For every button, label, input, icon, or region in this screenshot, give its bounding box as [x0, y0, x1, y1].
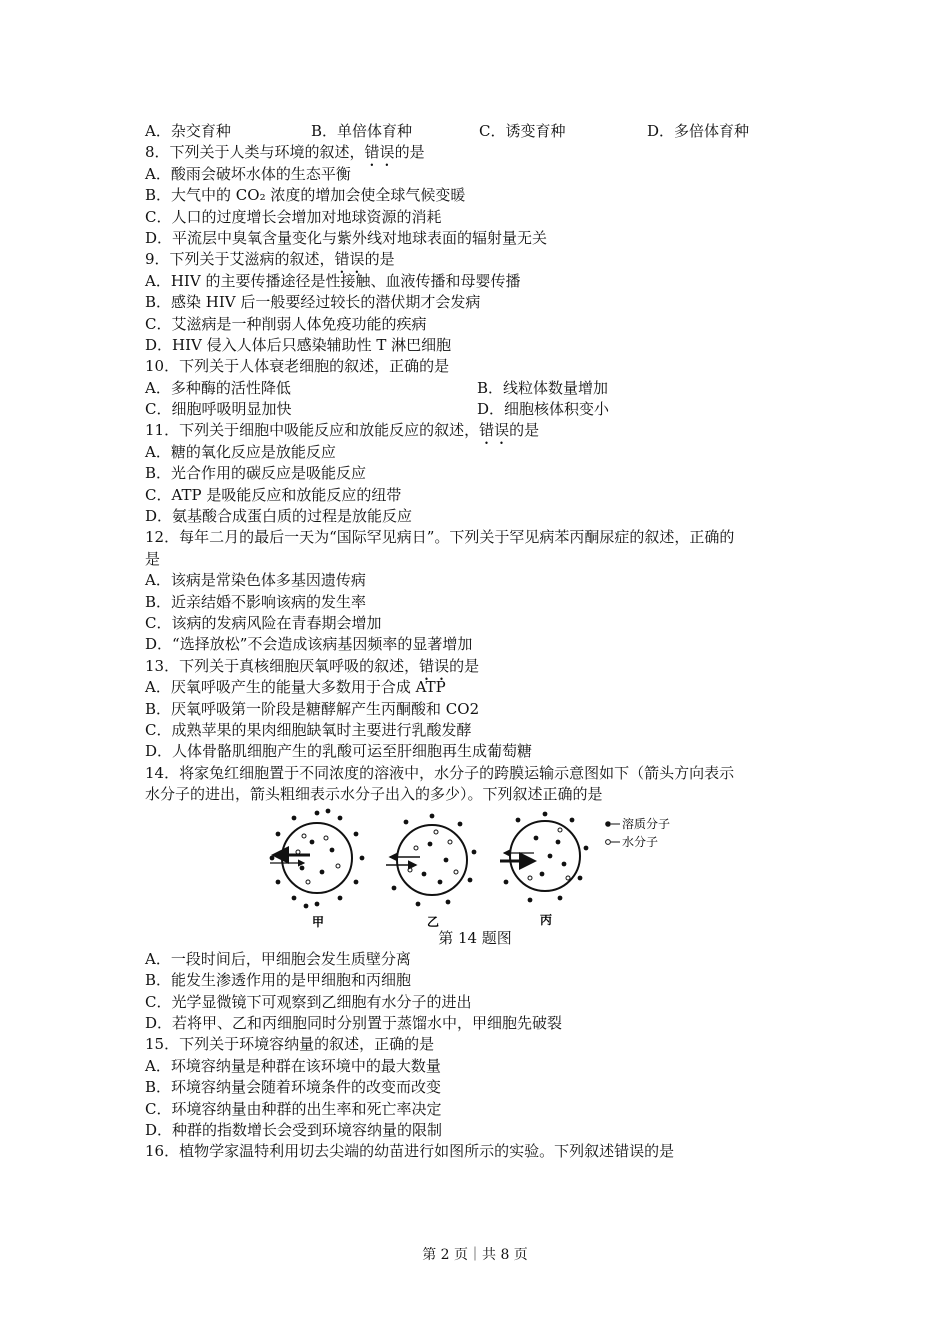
q9-emphasis: 错误	[334, 250, 365, 269]
q7-options	[145, 121, 805, 142]
q11-option-a: A．糖的氧化反应是放能反应	[145, 442, 336, 461]
q7-option-c: C．诱变育种	[479, 122, 566, 140]
q15-option-c: C．环境容纳量由种群的出生率和死亡率决定	[145, 1099, 442, 1118]
q7-option-a: A．杂交育种	[145, 122, 231, 140]
q8-option-a: A．酸雨会破坏水体的生态平衡	[145, 164, 351, 183]
q13-option-b: B．厌氧呼吸第一阶段是糖酵解产生丙酮酸和 CO2	[145, 699, 480, 718]
q14-option-b: B．能发生渗透作用的是甲细胞和丙细胞	[145, 971, 412, 990]
q13-stem: 13．下列关于真核细胞厌氧呼吸的叙述，错误的是	[145, 656, 480, 675]
q16-stem: 16．植物学家温特利用切去尖端的幼苗进行如图所示的实验。下列叙述错误的是	[145, 1142, 675, 1161]
q10-option-b: B．线粒体数量增加	[477, 378, 609, 397]
q9-option-a: A．HIV 的主要传播途径是性接触、血液传播和母婴传播	[145, 271, 521, 290]
cell-bing	[500, 811, 588, 902]
cell-yi	[386, 813, 476, 906]
q10-option-d: D．细胞核体积变小	[477, 400, 610, 419]
q10-options-row1	[145, 378, 805, 399]
q7-option-b: B．单倍体育种	[311, 122, 413, 140]
q14-figure-caption: 第 14 题图	[438, 928, 512, 947]
q12-option-a: A．该病是常染色体多基因遗传病	[145, 571, 366, 590]
q11-option-d: D．氨基酸合成蛋白质的过程是放能反应	[145, 507, 413, 526]
q15-option-b: B．环境容纳量会随着环境条件的改变而改变	[145, 1078, 442, 1097]
q12-stem-line2: 是	[145, 549, 161, 568]
q11-option-c: C．ATP 是吸能反应和放能反应的纽带	[145, 485, 402, 504]
q13-option-c: C．成熟苹果的果肉细胞缺氧时主要进行乳酸发酵	[145, 720, 472, 739]
label-jia: 甲	[312, 914, 325, 928]
q10-options-row2	[145, 399, 805, 420]
q13-option-d: D．人体骨骼肌细胞产生的乳酸可运至肝细胞再生成葡萄糖	[145, 742, 533, 761]
q13-option-a: A．厌氧呼吸产生的能量大多数用于合成 ATP	[145, 678, 446, 697]
q8-stem: 8．下列关于人类与环境的叙述，错误的是	[145, 143, 425, 162]
q15-stem: 15．下列关于环境容纳量的叙述，正确的是	[145, 1035, 435, 1054]
cell-osmosis-diagram	[260, 808, 700, 928]
legend-water: 水分子	[622, 834, 659, 849]
q12-option-c: C．该病的发病风险在青春期会增加	[145, 613, 382, 632]
q9-stem: 9．下列关于艾滋病的叙述，错误的是	[145, 250, 395, 269]
q8-option-b: B．大气中的 CO₂ 浓度的增加会使全球气候变暖	[145, 186, 466, 205]
diagram-legend	[605, 816, 670, 849]
q11-stem: 11．下列关于细胞中吸能反应和放能反应的叙述，错误的是	[145, 421, 540, 440]
q14-option-c: C．光学显微镜下可观察到乙细胞有水分子的进出	[145, 992, 472, 1011]
q11-option-b: B．光合作用的碳反应是吸能反应	[145, 464, 367, 483]
label-bing: 丙	[540, 912, 553, 927]
page-footer: 第 2 页｜共 8 页	[422, 1247, 528, 1263]
q9-option-b: B．感染 HIV 后一般要经过较长的潜伏期才会发病	[145, 293, 481, 312]
q12-stem-line1: 12．每年二月的最后一天为“国际罕见病日”。下列关于罕见病苯丙酮尿症的叙述，正确的	[145, 528, 735, 547]
q13-emphasis: 错误	[419, 656, 450, 675]
q9-option-d: D．HIV 侵入人体后只感染辅助性 T 淋巴细胞	[145, 335, 452, 354]
q12-option-d: D．“选择放松”不会造成该病基因频率的显著增加	[145, 635, 473, 654]
q14-stem-line2: 水分子的进出，箭头粗细表示水分子出入的多少）。下列叙述正确的是	[145, 785, 603, 804]
q7-option-d: D．多倍体育种	[647, 122, 750, 140]
q8-option-c: C．人口的过度增长会增加对地球资源的消耗	[145, 207, 442, 226]
q9-option-c: C．艾滋病是一种削弱人体免疫功能的疾病	[145, 314, 427, 333]
q14-figure	[145, 808, 805, 928]
q11-emphasis: 错误	[479, 421, 510, 440]
label-yi: 乙	[427, 914, 440, 928]
question-content	[145, 121, 805, 1163]
q10-stem: 10．下列关于人体衰老细胞的叙述，正确的是	[145, 357, 450, 376]
q15-option-d: D．种群的指数增长会受到环境容纳量的限制	[145, 1121, 443, 1140]
legend-solute: 溶质分子	[622, 816, 671, 831]
q8-emphasis: 错误	[364, 143, 395, 162]
cell-jia	[270, 808, 365, 908]
q14-option-a: A．一段时间后，甲细胞会发生质壁分离	[145, 949, 411, 968]
q15-option-a: A．环境容纳量是种群在该环境中的最大数量	[145, 1056, 441, 1075]
q10-option-a: A．多种酶的活性降低	[145, 378, 291, 397]
q10-option-c: C．细胞呼吸明显加快	[145, 400, 292, 419]
q14-option-d: D．若将甲、乙和丙细胞同时分别置于蒸馏水中，甲细胞先破裂	[145, 1014, 563, 1033]
q8-option-d: D．平流层中臭氧含量变化与紫外线对地球表面的辐射量无关	[145, 228, 548, 247]
q12-option-b: B．近亲结婚不影响该病的发生率	[145, 592, 367, 611]
q14-stem-line1: 14．将家兔红细胞置于不同浓度的溶液中，水分子的跨膜运输示意图如下（箭头方向表示	[145, 763, 735, 782]
